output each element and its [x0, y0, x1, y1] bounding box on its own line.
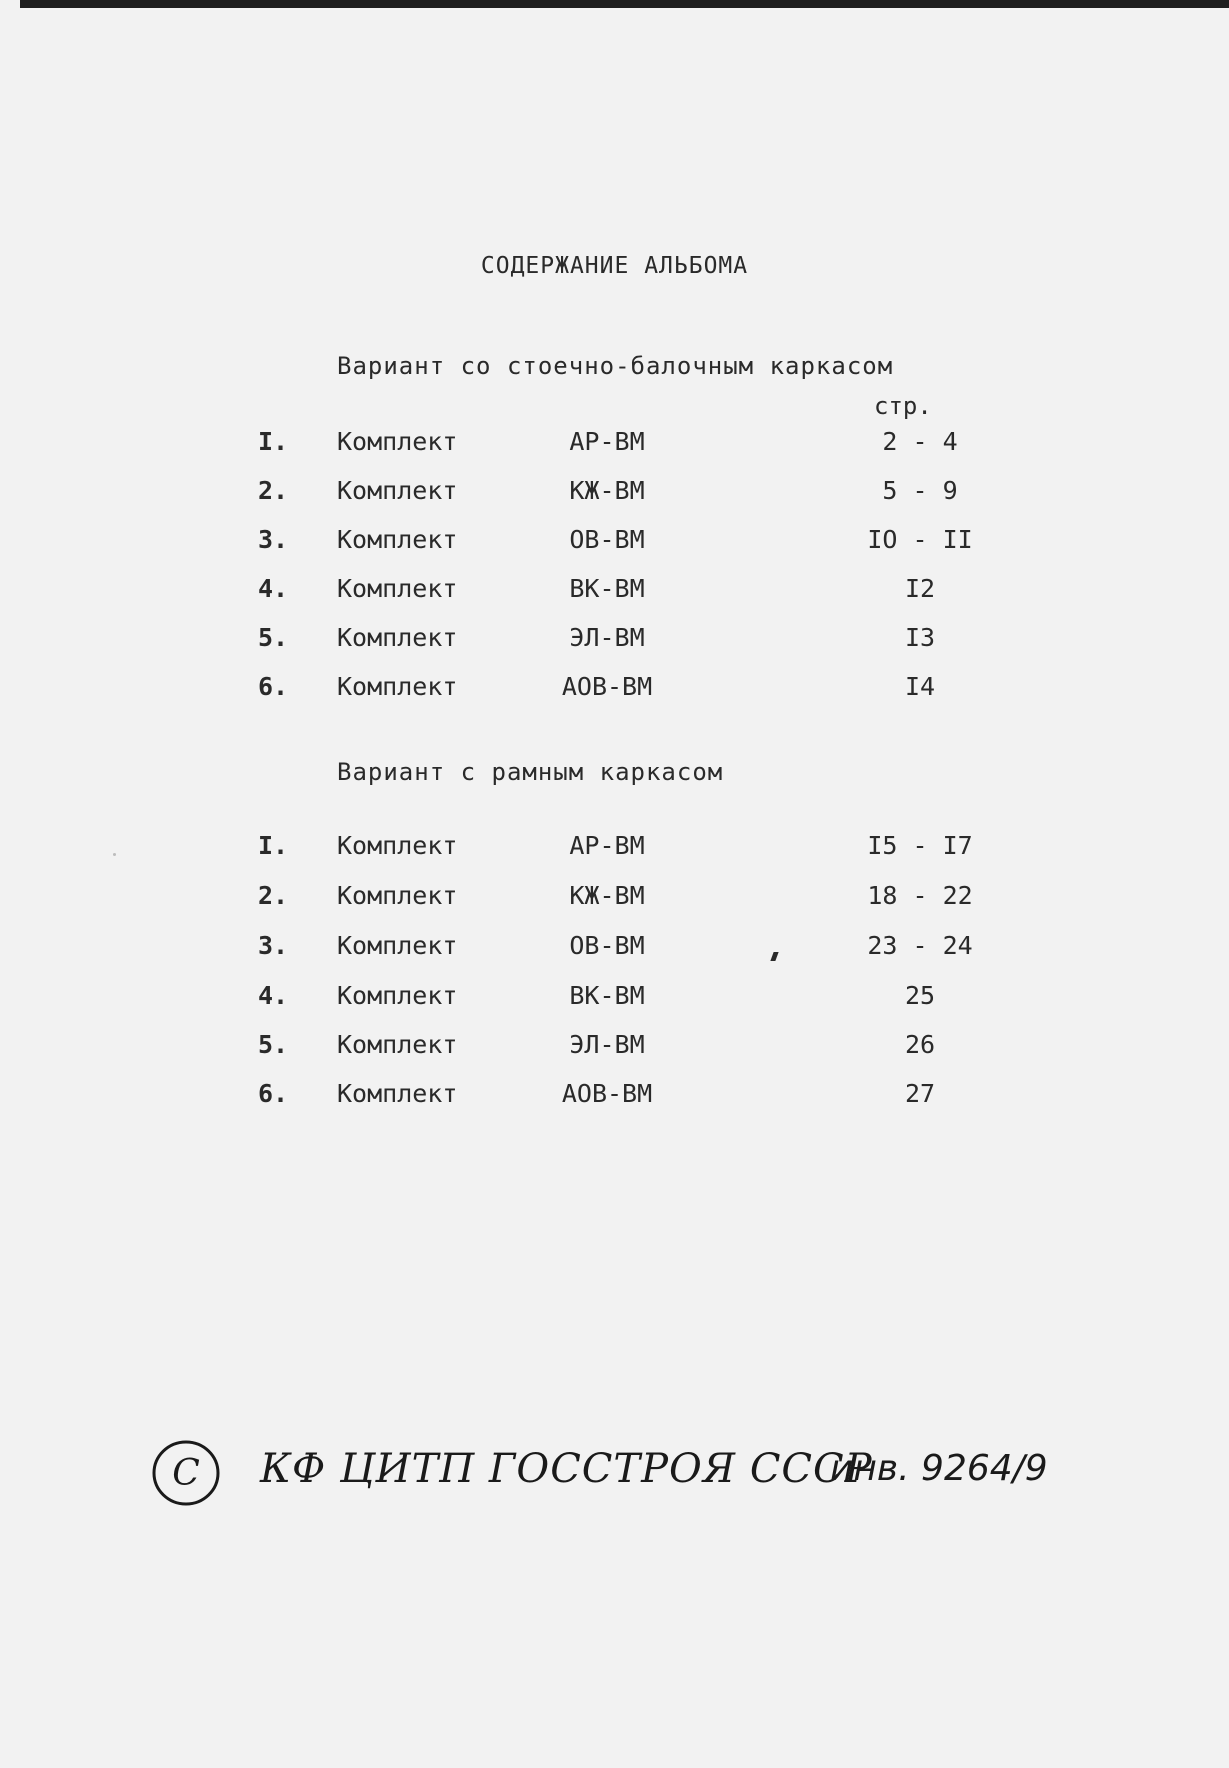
- item-code: КЖ-ВМ: [569, 881, 645, 910]
- item-code: ЭЛ-ВМ: [569, 1030, 645, 1059]
- item-label: Комплект: [337, 831, 458, 860]
- item-number: 4.: [258, 981, 289, 1010]
- item-pages: 2 - 4: [882, 427, 958, 456]
- list-item: [0, 525, 1229, 565]
- list-item: [0, 427, 1229, 467]
- copyright-circle-icon: [150, 1438, 222, 1510]
- item-number: 6.: [258, 1079, 289, 1108]
- list-item: [0, 981, 1229, 1021]
- list-item: [0, 1030, 1229, 1070]
- item-pages: 27: [904, 1079, 936, 1108]
- item-number: 6.: [258, 672, 289, 701]
- list-item: [0, 931, 1229, 971]
- list-item: [0, 574, 1229, 614]
- item-code: ОВ-ВМ: [569, 525, 645, 554]
- item-pages: 23 - 24: [867, 931, 973, 960]
- item-code: ВК-ВМ: [569, 981, 645, 1010]
- list-item: [0, 672, 1229, 712]
- item-label: Комплект: [337, 476, 458, 505]
- item-code: ВК-ВМ: [569, 574, 645, 603]
- item-label: Комплект: [337, 623, 458, 652]
- item-code: АОВ-ВМ: [561, 672, 653, 701]
- item-number: 5.: [258, 623, 289, 652]
- item-label: Комплект: [337, 574, 458, 603]
- item-pages: 25: [904, 981, 936, 1010]
- item-pages: I5 - I7: [867, 831, 973, 860]
- variant2-title: Вариант с рамным каркасом: [337, 758, 724, 786]
- item-pages: 18 - 22: [867, 881, 973, 910]
- item-label: Комплект: [337, 931, 458, 960]
- list-item: [0, 1079, 1229, 1119]
- stamp-inventory-number: инв. 9264/9: [830, 1448, 1048, 1489]
- item-code: КЖ-ВМ: [569, 476, 645, 505]
- item-pages: 26: [904, 1030, 936, 1059]
- copyright-symbol: C: [172, 1453, 200, 1494]
- list-item: [0, 831, 1229, 871]
- item-pages: I3: [904, 623, 936, 652]
- item-code: ОВ-ВМ: [569, 931, 645, 960]
- item-label: Комплект: [337, 981, 458, 1010]
- item-number: 3.: [258, 931, 289, 960]
- item-pages: 5 - 9: [882, 476, 958, 505]
- item-number: 5.: [258, 1030, 289, 1059]
- item-code: ЭЛ-ВМ: [569, 623, 645, 652]
- item-label: Комплект: [337, 525, 458, 554]
- stamp-organization: КФ ЦИТП ГОССТРОЯ СССР: [260, 1446, 873, 1492]
- item-pages: I4: [904, 672, 936, 701]
- item-number: 2.: [258, 881, 289, 910]
- page-column-header: стр.: [874, 392, 932, 420]
- item-number: 3.: [258, 525, 289, 554]
- list-item: [0, 476, 1229, 516]
- document-title: СОДЕРЖАНИЕ АЛЬБОМА: [480, 253, 749, 279]
- list-item: [0, 881, 1229, 921]
- archive-stamp: [150, 1438, 1050, 1508]
- item-label: Комплект: [337, 1030, 458, 1059]
- item-label: Комплект: [337, 1079, 458, 1108]
- list-item: [0, 623, 1229, 663]
- item-label: Комплект: [337, 672, 458, 701]
- item-number: 2.: [258, 476, 289, 505]
- item-number: 4.: [258, 574, 289, 603]
- item-code: АОВ-ВМ: [561, 1079, 653, 1108]
- item-code: АР-ВМ: [569, 831, 645, 860]
- item-pages: I2: [904, 574, 936, 603]
- item-label: Комплект: [337, 881, 458, 910]
- top-edge-rule: [20, 0, 1229, 8]
- item-code: АР-ВМ: [569, 427, 645, 456]
- item-pages: IO - II: [867, 525, 973, 554]
- variant1-title: Вариант со стоечно-балочным каркасом: [337, 352, 894, 380]
- item-number: I.: [258, 427, 289, 456]
- item-number: I.: [258, 831, 289, 860]
- item-label: Комплект: [337, 427, 458, 456]
